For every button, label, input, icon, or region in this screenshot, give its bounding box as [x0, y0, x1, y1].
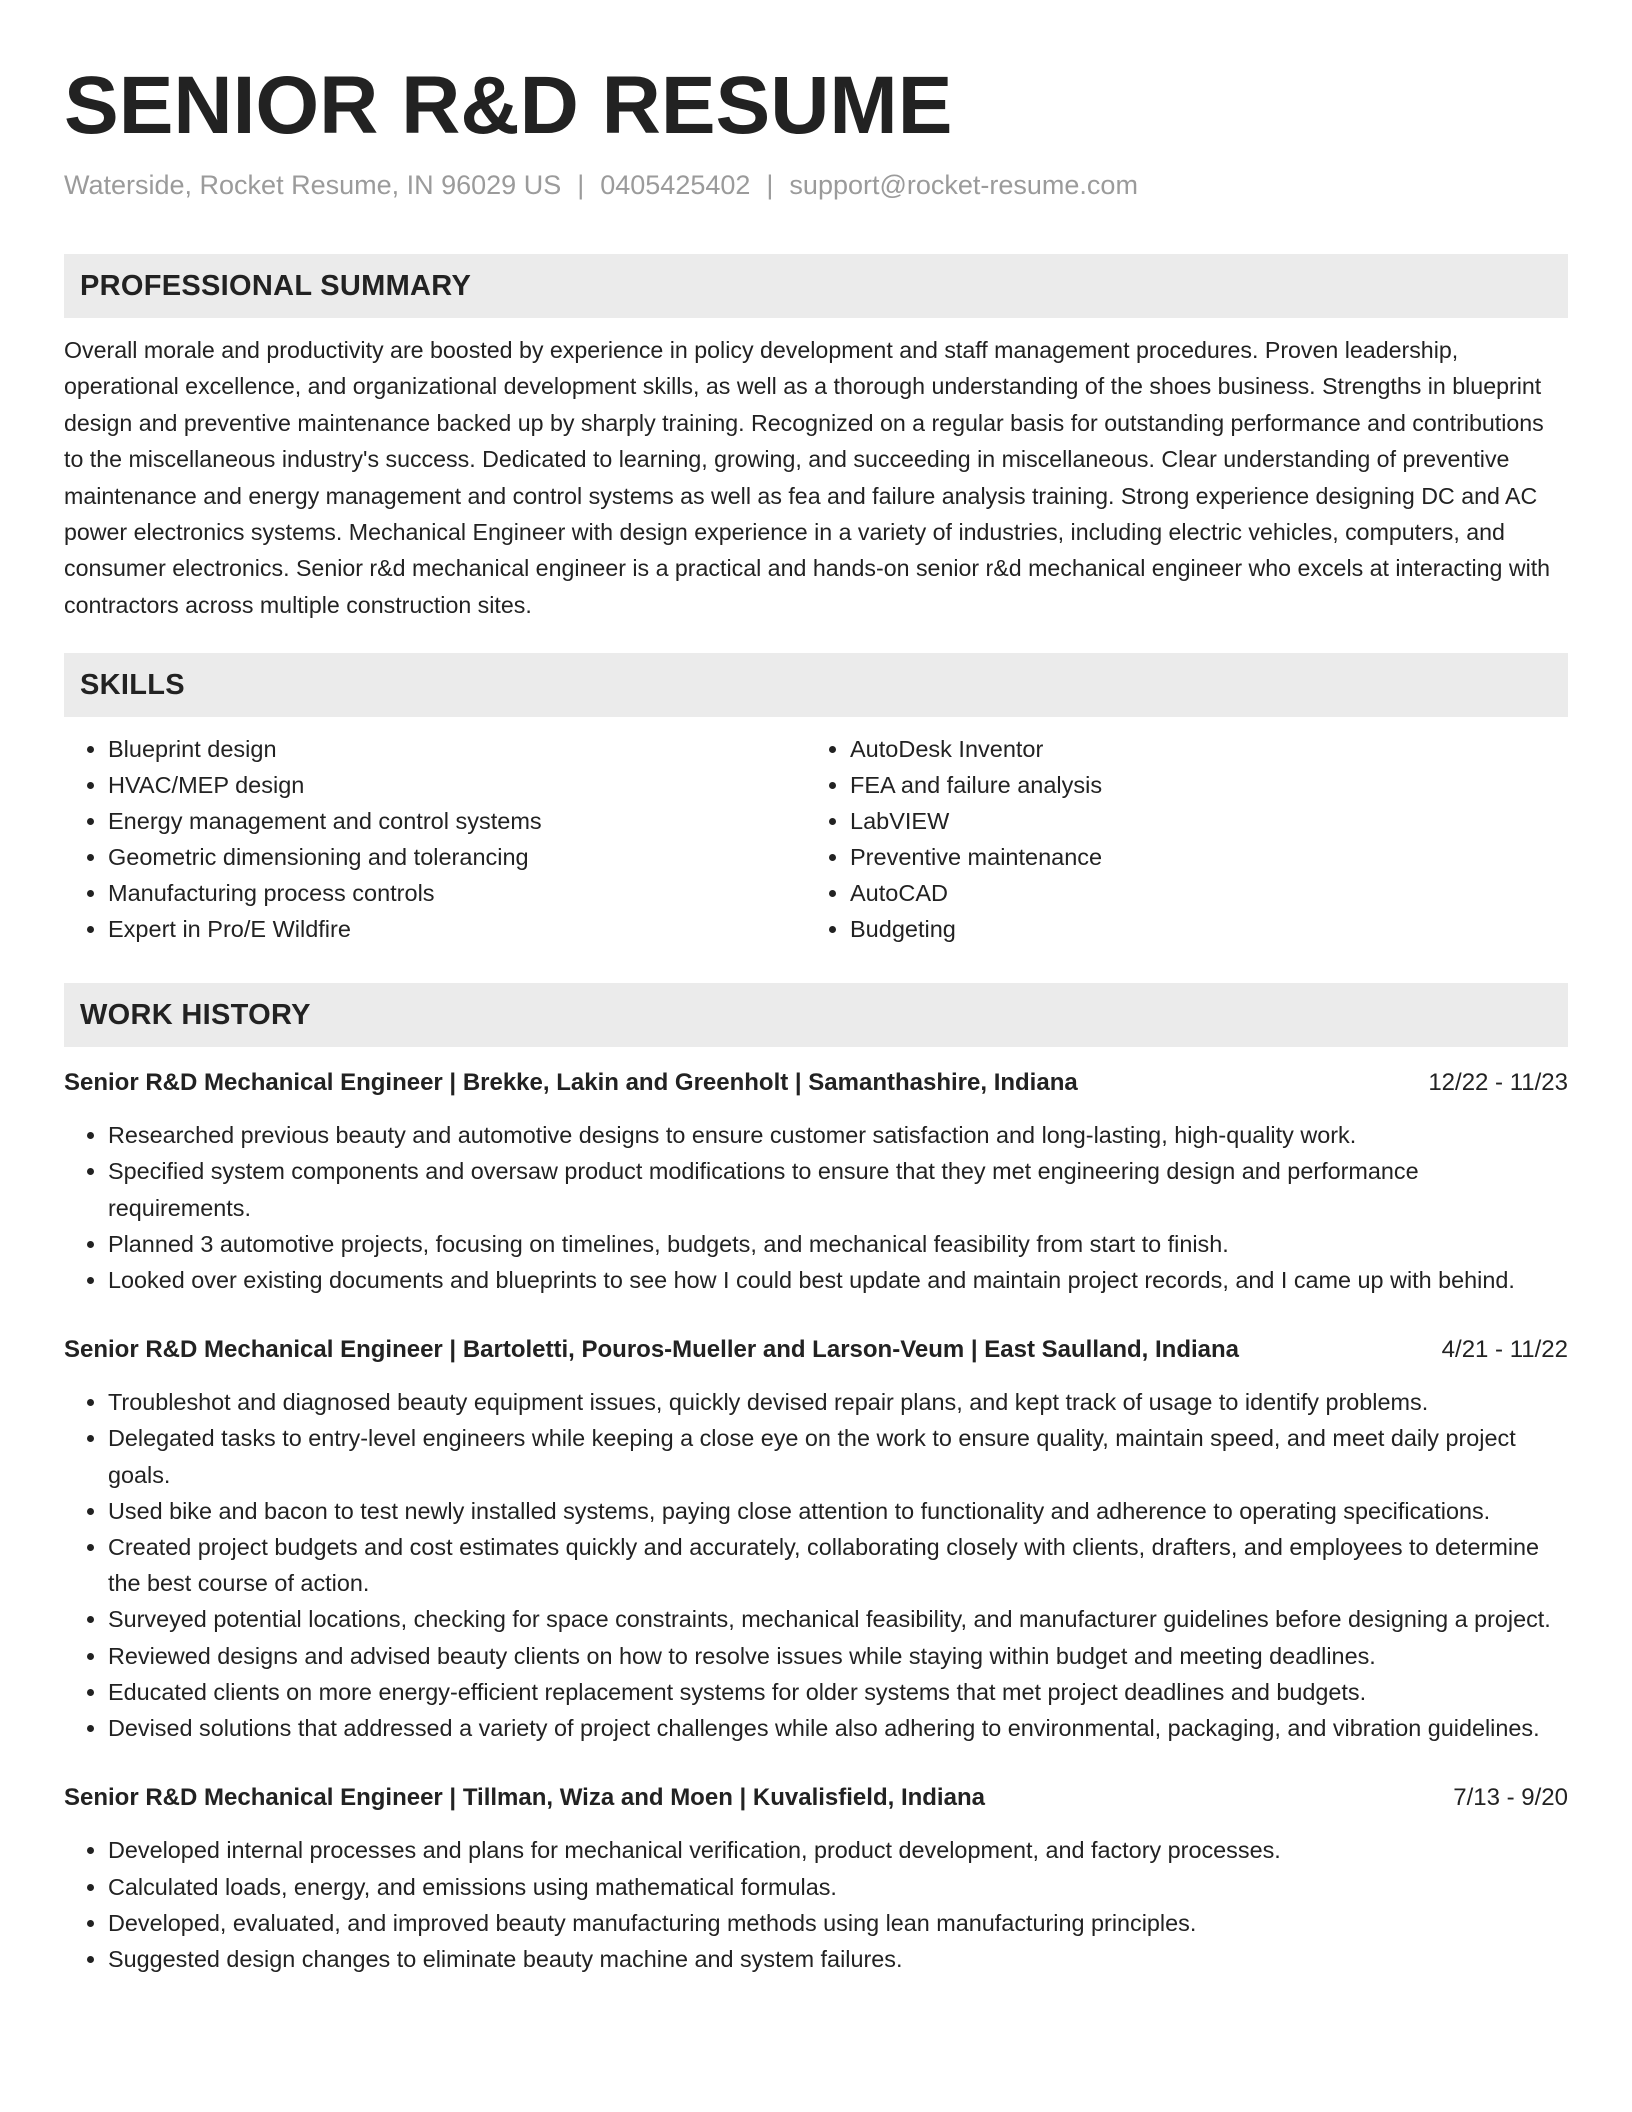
- contact-email: support@rocket-resume.com: [789, 170, 1138, 200]
- resume-page: [64, 0, 1568, 1977]
- skills-list: [64, 731, 1568, 947]
- job-title: Senior R&D Mechanical Engineer | Bartoletti, Pouros-Mueller and Larson-Veum | East Saulland, Indiana: [64, 1336, 1240, 1364]
- job-title: Senior R&D Mechanical Engineer | Tillman, Wiza and Moen | Kuvalisfield, Indiana: [64, 1784, 985, 1812]
- job-title: Senior R&D Mechanical Engineer | Brekke, Lakin and Greenholt | Samanthashire, Indiana: [64, 1069, 1078, 1097]
- resume-title: SENIOR R&D RESUME: [64, 60, 953, 151]
- skill-item: • Energy management and control systems: [108, 803, 806, 839]
- skill-item: • AutoCAD: [850, 875, 1548, 911]
- skills-column-right: [806, 731, 1548, 947]
- job-bullet: • Researched previous beauty and automotive designs to ensure customer satisfaction and long-lasting, high-quality work.: [108, 1117, 1568, 1153]
- job-bullet: • Troubleshot and diagnosed beauty equipment issues, quickly devised repair plans, and kept track of usage to identify problems.: [108, 1384, 1568, 1420]
- job-bullet: • Developed, evaluated, and improved beauty manufacturing methods using lean manufacturing principles.: [108, 1905, 1568, 1941]
- job-bullet: • Educated clients on more energy-efficient replacement systems for older systems that met project deadlines and budgets.: [108, 1674, 1568, 1710]
- job-entry: [64, 1780, 1568, 1977]
- contact-phone: 0405425402: [600, 170, 751, 200]
- job-bullet: • Devised solutions that addressed a variety of project challenges while also adhering to environmental, packaging, and vibration guidelines.: [108, 1710, 1568, 1746]
- skill-item: • Budgeting: [850, 911, 1548, 947]
- job-entry: [64, 1065, 1568, 1298]
- skill-item: • Manufacturing process controls: [108, 875, 806, 911]
- summary-text: Overall morale and productivity are boosted by experience in policy development and staff management procedures. Proven leadership, operational excellence, and organizational development skills, as well as a thorough understanding of the shoes business. Strengths in blueprint design and preventive maintenance backed up by sharply training. Recognized on a regular basis for outstanding performance and contributions to the miscellaneous industry's success. Dedicated to learning, growing, and succeeding in miscellaneous. Clear understanding of preventive maintenance and energy management and control systems as well as fea and failure analysis training. Strong experience designing DC and AC power electronics systems. Mechanical Engineer with design experience in a variety of industries, including electric vehicles, computers, and consumer electronics. Senior r&d mechanical engineer is a practical and hands-on senior r&d mechanical engineer who excels at interacting with contractors across multiple construction sites.: [64, 337, 1551, 618]
- job-header: [64, 1065, 1568, 1101]
- job-dates: 4/21 - 11/22: [1441, 1336, 1568, 1364]
- skill-item: • HVAC/MEP design: [108, 767, 806, 803]
- job-bullets: [64, 1832, 1568, 1977]
- job-bullet: • Created project budgets and cost estimates quickly and accurately, collaborating closely with clients, drafters, and employees to determine the best course of action.: [108, 1529, 1568, 1601]
- job-bullet: • Calculated loads, energy, and emissions using mathematical formulas.: [108, 1869, 1568, 1905]
- job-bullet: • Surveyed potential locations, checking for space constraints, mechanical feasibility, and manufacturer guidelines before designing a project.: [108, 1601, 1568, 1637]
- job-bullet: • Used bike and bacon to test newly installed systems, paying close attention to functionality and adherence to operating specifications.: [108, 1493, 1568, 1529]
- work-history-heading: WORK HISTORY: [64, 983, 1568, 1047]
- job-bullet: • Reviewed designs and advised beauty clients on how to resolve issues while staying within budget and meeting deadlines.: [108, 1638, 1568, 1674]
- skill-item: • Preventive maintenance: [850, 839, 1548, 875]
- contact-line: [64, 168, 1568, 202]
- skill-item: • AutoDesk Inventor: [850, 731, 1548, 767]
- job-bullet: • Suggested design changes to eliminate beauty machine and system failures.: [108, 1941, 1568, 1977]
- skill-item: • Blueprint design: [108, 731, 806, 767]
- job-bullet: • Looked over existing documents and blueprints to see how I could best update and maintain project records, and I came up with behind.: [108, 1262, 1568, 1298]
- job-entry: [64, 1332, 1568, 1746]
- job-bullet: • Developed internal processes and plans for mechanical verification, product development, and factory processes.: [108, 1832, 1568, 1868]
- job-header: [64, 1332, 1568, 1368]
- contact-separator: |: [577, 170, 585, 200]
- skills-column-left: [64, 731, 806, 947]
- job-dates: 7/13 - 9/20: [1453, 1784, 1568, 1812]
- skill-item: • Geometric dimensioning and tolerancing: [108, 839, 806, 875]
- skills-heading: SKILLS: [64, 653, 1568, 717]
- job-dates: 12/22 - 11/23: [1428, 1069, 1568, 1097]
- job-header: [64, 1780, 1568, 1816]
- job-bullet: • Specified system components and oversaw product modifications to ensure that they met engineering design and performance requirements.: [108, 1153, 1568, 1225]
- summary-heading: PROFESSIONAL SUMMARY: [64, 254, 1568, 318]
- contact-separator: |: [766, 170, 774, 200]
- skill-item: • LabVIEW: [850, 803, 1548, 839]
- job-bullets: [64, 1117, 1568, 1298]
- job-bullet: • Delegated tasks to entry-level engineers while keeping a close eye on the work to ensure quality, maintain speed, and meet daily project goals.: [108, 1420, 1568, 1492]
- job-bullets: [64, 1384, 1568, 1746]
- skill-item: • FEA and failure analysis: [850, 767, 1548, 803]
- skill-item: • Expert in Pro/E Wildfire: [108, 911, 806, 947]
- job-bullet: • Planned 3 automotive projects, focusing on timelines, budgets, and mechanical feasibility from start to finish.: [108, 1226, 1568, 1262]
- contact-address: Waterside, Rocket Resume, IN 96029 US: [64, 170, 562, 200]
